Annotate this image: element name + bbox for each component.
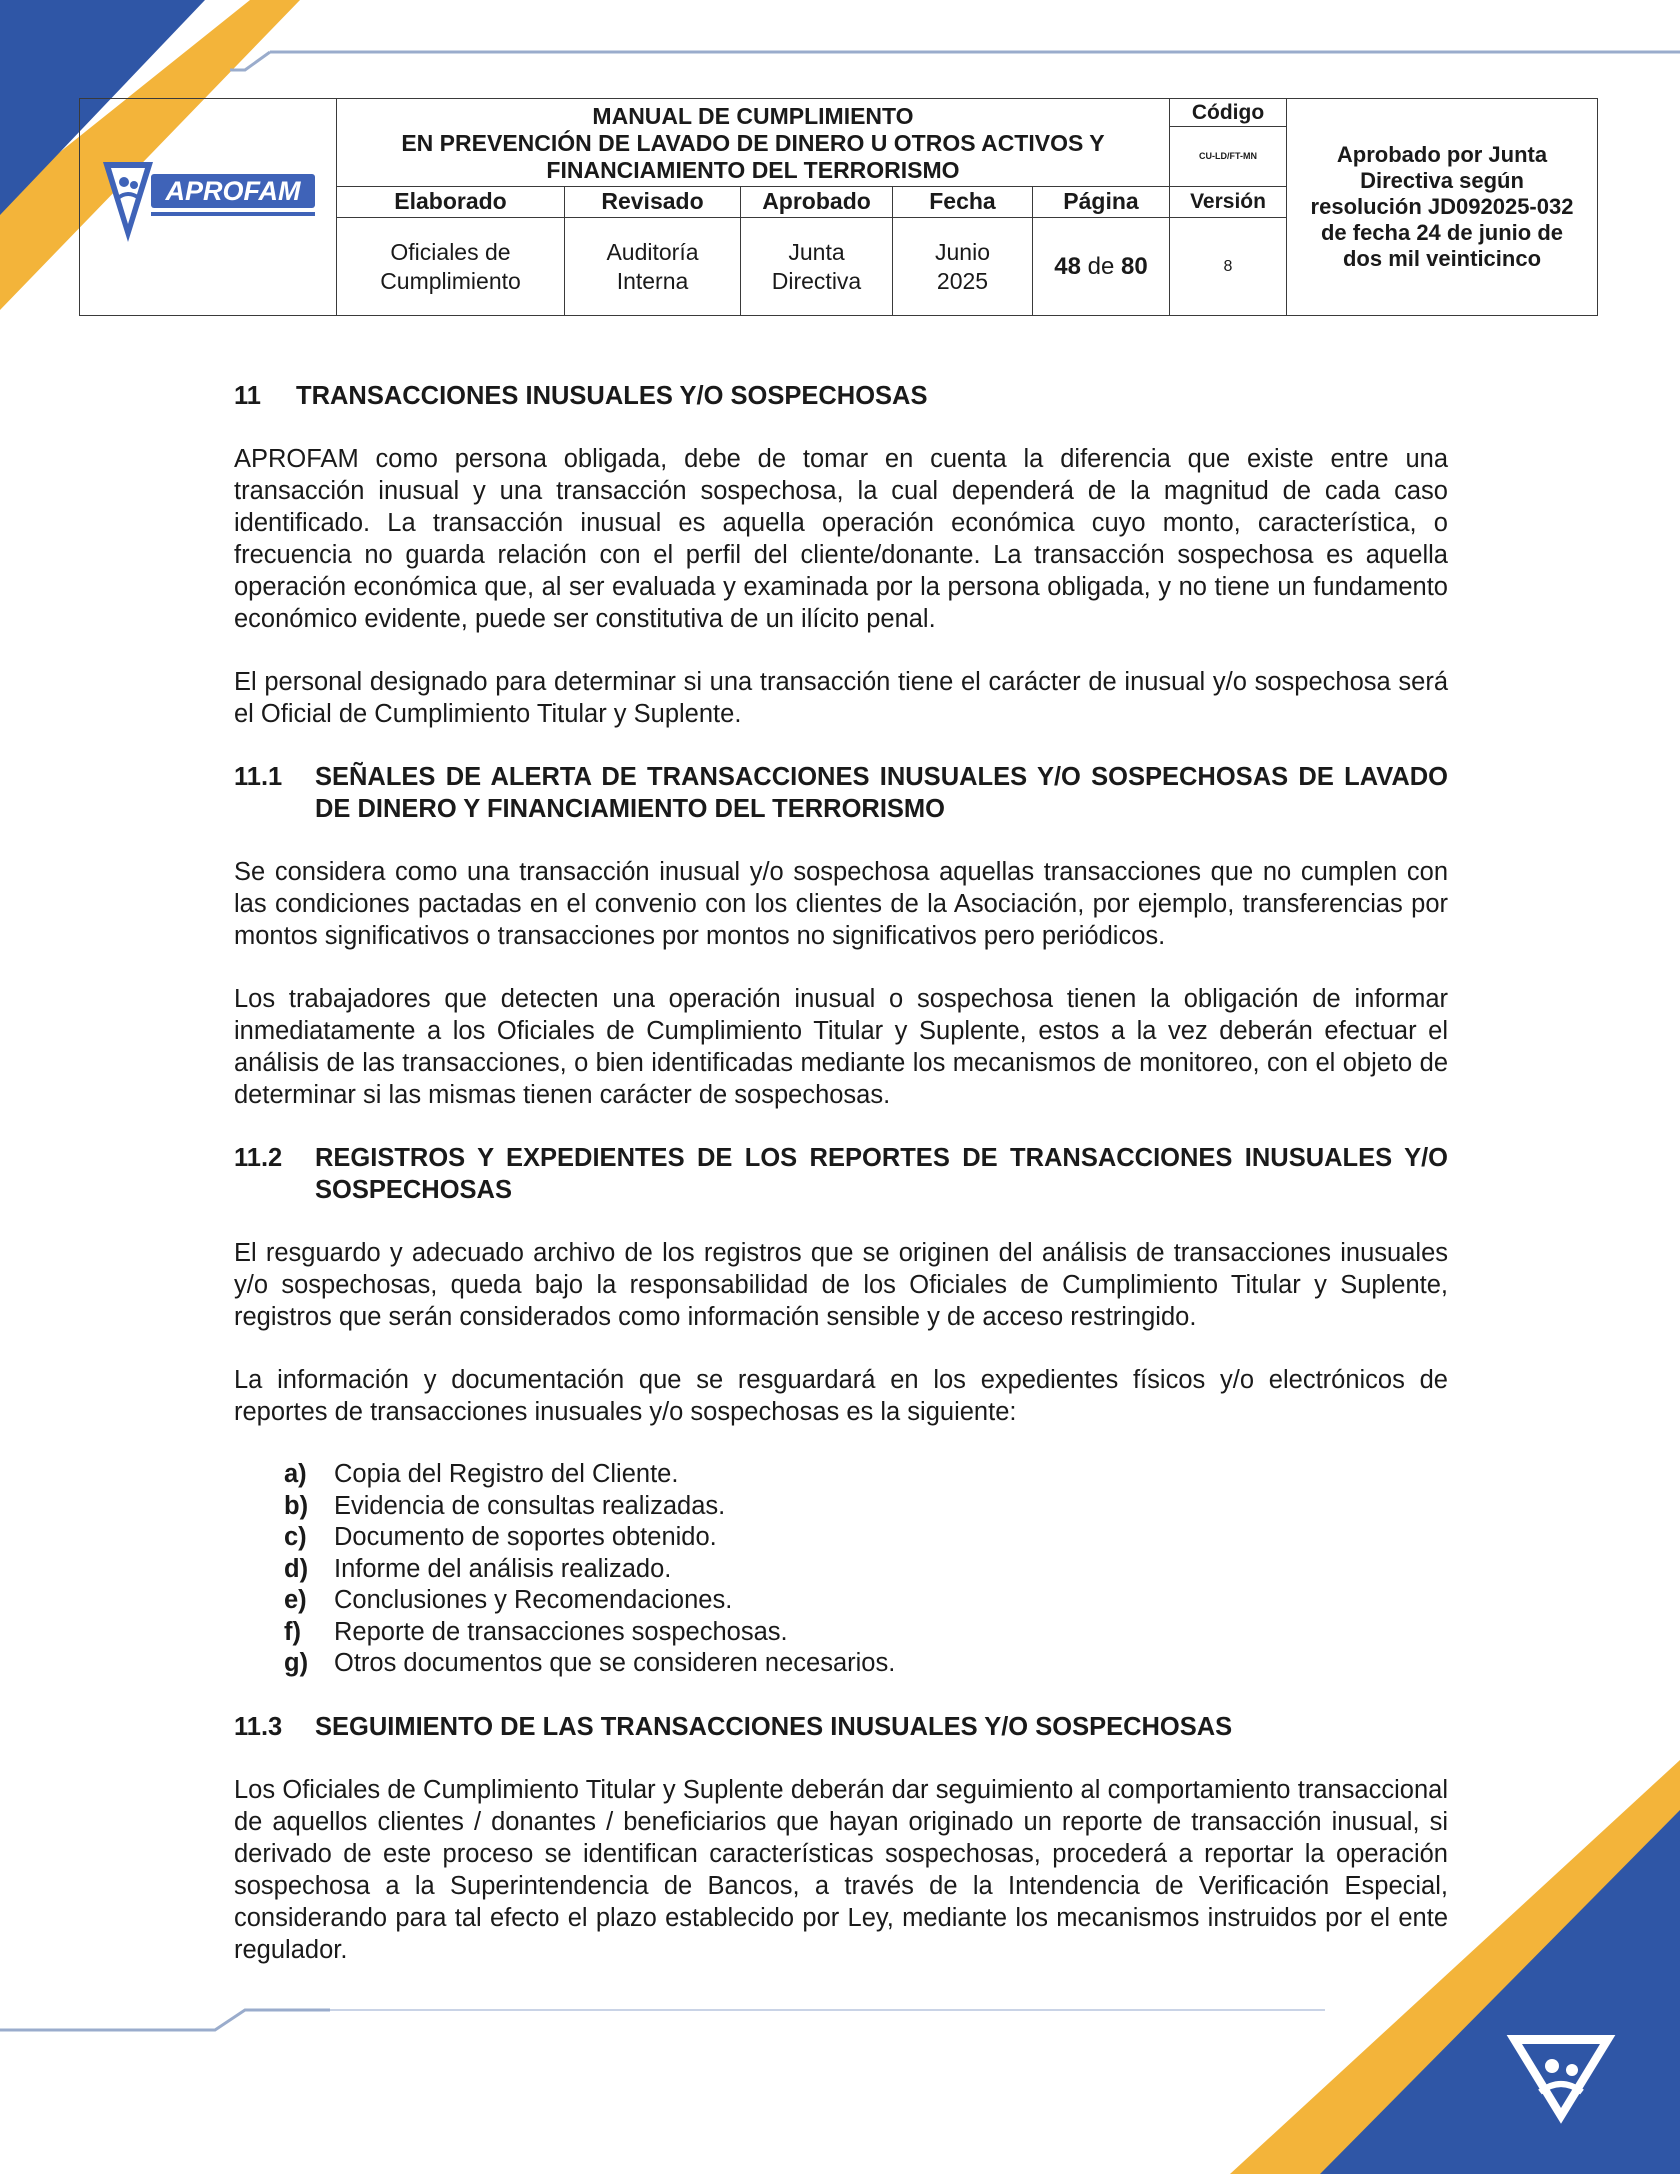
list-item <box>284 1522 1448 1554</box>
document-body <box>234 380 1448 1997</box>
section-11-1-heading <box>234 761 1448 825</box>
approval-line-2: Directiva según <box>1360 168 1524 193</box>
list-item <box>284 1648 1448 1680</box>
section-title: REGISTROS Y EXPEDIENTES DE LOS REPORTES DE TRANSACCIONES INUSUALES Y/O SOSPECHOSAS <box>315 1144 1448 1204</box>
list-text: Informe del análisis realizado. <box>334 1554 672 1583</box>
code-label: Código <box>1170 99 1287 127</box>
list-text: Copia del Registro del Cliente. <box>334 1460 679 1488</box>
section-number: 11.1 <box>234 763 283 791</box>
revisado-line-1: Auditoría <box>606 238 699 265</box>
section-number: 11 <box>234 382 261 410</box>
section-number: 11.2 <box>234 1144 283 1172</box>
aprofam-logo-icon <box>93 154 323 254</box>
paragraph: La información y documentación que se resguardará en los expedientes físicos y/o electrónicos de reportes de transacciones inusuales y/o sospechosas es la siguiente: <box>234 1366 1448 1426</box>
list-text: Documento de soportes obtenido. <box>334 1523 717 1551</box>
paragraph: El personal designado para determinar si una transacción tiene el carácter de inusual y/o sospechosa será el Oficial de Cumplimiento Titular y Suplente. <box>234 668 1448 728</box>
page-of: de <box>1087 253 1115 280</box>
section-title: TRANSACCIONES INUSUALES Y/O SOSPECHOSAS <box>296 382 928 410</box>
list-item <box>284 1554 1448 1586</box>
section-title: SEGUIMIENTO DE LAS TRANSACCIONES INUSUALES Y/O SOSPECHOSAS <box>315 1712 1233 1741</box>
fecha-value <box>893 218 1033 316</box>
section-number: 11.3 <box>234 1712 283 1741</box>
paragraph: Los trabajadores que detecten una operación inusual o sospechosa tienen la obligación de informar inmediatamente a los Oficiales de Cumplimiento Titular y Suplente, estos a la vez deberán efectuar el análisis de las transacciones, o bien identificadas mediante los mecanismos de monitoreo, con el objeto de determinar si las mismas tienen carácter de sospechosas. <box>234 985 1448 1109</box>
revisado-label: Revisado <box>565 187 741 218</box>
elaborado-line-1: Oficiales de <box>390 238 511 265</box>
aprobado-value <box>741 218 893 316</box>
list-marker: g) <box>284 1649 309 1677</box>
code-value: CU-LD/FT-MN <box>1170 127 1287 187</box>
page-number <box>1033 218 1170 316</box>
manual-title-line-1: MANUAL DE CUMPLIMIENTO <box>592 103 914 129</box>
aprobado-label: Aprobado <box>741 187 893 218</box>
approval-line-1: Aprobado por Junta <box>1336 142 1548 167</box>
fecha-line-1: Junio <box>935 238 990 265</box>
list-item <box>284 1617 1448 1649</box>
paragraph: Los Oficiales de Cumplimiento Titular y Suplente deberán dar seguimiento al comportamiento transaccional de aquellos clientes / donantes / beneficiarios que hayan originado un reporte de transacción inusual, si derivado de este proceso se identifican características sospechosas, procederá a reportar la operación sospechosa a la Superintendencia de Bancos, a través de la Intendencia de Verificación Especial, considerando para tal efecto el plazo establecido por Ley, mediante los mecanismos instruidos por el ente regulador. <box>234 1775 1448 1964</box>
list-marker: f) <box>284 1617 301 1646</box>
list-marker: d) <box>284 1554 309 1583</box>
paragraph: El resguardo y adecuado archivo de los registros que se originen del análisis de transacciones inusuales y/o sospechosas, queda bajo la responsabilidad de los Oficiales de Cumplimiento Titular y Suplente, registros que serán considerados como información sensible y de acceso restringido. <box>234 1239 1448 1331</box>
manual-title <box>337 99 1170 187</box>
list-item <box>284 1585 1448 1617</box>
fecha-label: Fecha <box>893 187 1033 218</box>
paragraph: APROFAM como persona obligada, debe de tomar en cuenta la diferencia que existe entre una transacción inusual y una transacción sospechosa, la cual dependerá de la magnitud de cada caso identificado. La transacción inusual es aquella operación económica cuyo monto, característica, o frecuencia no guarda relación con el perfil del cliente/donante. La transacción sospechosa es aquella operación económica que, al ser evaluada y examinada por la persona obligada, y no tiene un fundamento económico evidente, puede ser constitutiva de un ilícito penal. <box>234 445 1448 633</box>
manual-title-line-2: EN PREVENCIÓN DE LAVADO DE DINERO U OTROS ACTIVOS Y <box>401 130 1105 156</box>
document-header-table <box>79 98 1598 316</box>
approval-note <box>1287 99 1598 316</box>
document-list <box>284 1459 1448 1680</box>
list-item <box>284 1459 1448 1491</box>
approval-line-3: resolución JD092025-032 <box>1310 194 1574 219</box>
list-text: Conclusiones y Recomendaciones. <box>334 1586 733 1614</box>
list-marker: a) <box>284 1460 307 1488</box>
aprobado-line-1: Junta <box>788 238 845 265</box>
manual-title-line-3: FINANCIAMIENTO DEL TERRORISMO <box>546 157 960 183</box>
logo-cell <box>80 99 337 316</box>
elaborado-label: Elaborado <box>337 187 565 218</box>
version-value: 8 <box>1170 218 1287 316</box>
list-text: Otros documentos que se consideren necesarios. <box>334 1649 896 1677</box>
section-title: SEÑALES DE ALERTA DE TRANSACCIONES INUSUALES Y/O SOSPECHOSAS DE LAVADO DE DINERO Y FINANCIAMIENTO DEL TERRORISMO <box>315 763 1448 823</box>
list-marker: e) <box>284 1586 307 1614</box>
bottom-left-line <box>0 2010 330 2030</box>
elaborado-value <box>337 218 565 316</box>
section-11-heading <box>234 380 1448 412</box>
aprobado-line-2: Directiva <box>771 267 862 294</box>
revisado-line-2: Interna <box>616 267 689 294</box>
section-11-2-heading <box>234 1142 1448 1206</box>
version-label: Versión <box>1170 187 1287 218</box>
logo-text: APROFAM <box>165 176 301 207</box>
list-marker: c) <box>284 1523 307 1551</box>
page-current: 48 <box>1054 253 1081 280</box>
approval-line-4: de fecha 24 de junio de <box>1320 220 1564 245</box>
list-text: Evidencia de consultas realizadas. <box>334 1491 726 1520</box>
approval-line-5: dos mil veinticinco <box>1342 246 1542 271</box>
fecha-line-2: 2025 <box>936 267 989 294</box>
section-11-3-heading <box>234 1711 1448 1743</box>
list-item <box>284 1491 1448 1523</box>
paragraph: Se considera como una transacción inusual y/o sospechosa aquellas transacciones que no cumplen con las condiciones pactadas en el convenio con los clientes de la Asociación, por ejemplo, transferencias por montos significativos o transacciones por montos no significativos pero periódicos. <box>234 858 1448 950</box>
revisado-value <box>565 218 741 316</box>
list-marker: b) <box>284 1491 309 1520</box>
elaborado-line-2: Cumplimiento <box>380 267 521 294</box>
page-total: 80 <box>1121 253 1148 280</box>
list-text: Reporte de transacciones sospechosas. <box>334 1617 788 1646</box>
pagina-label: Página <box>1033 187 1170 218</box>
